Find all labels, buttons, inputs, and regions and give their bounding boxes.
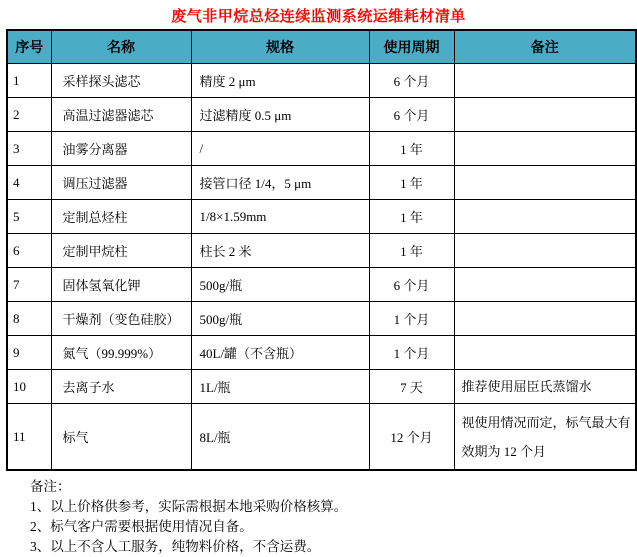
cell-no: 3	[7, 132, 51, 166]
table-row	[7, 166, 636, 200]
notes-section	[30, 477, 637, 557]
table-row	[7, 336, 636, 370]
cell-spec: 接管口径 1/4，5 μm	[191, 166, 369, 200]
cell-remark	[454, 200, 636, 234]
cell-name: 定制甲烷柱	[51, 234, 191, 268]
cell-remark	[454, 98, 636, 132]
cell-no: 5	[7, 200, 51, 234]
column-header-cycle: 使用周期	[369, 30, 454, 64]
cell-spec: 40L/罐（不含瓶）	[191, 336, 369, 370]
cell-name: 去离子水	[51, 370, 191, 404]
cell-name: 高温过滤器滤芯	[51, 98, 191, 132]
note-item: 1、以上价格供参考，实际需根据本地采购价格核算。	[30, 499, 348, 514]
table-row	[7, 64, 636, 98]
cell-name: 标气	[51, 404, 191, 471]
cell-spec: 柱长 2 米	[191, 234, 369, 268]
cell-no: 9	[7, 336, 51, 370]
cell-name: 氮气（99.999%）	[51, 336, 191, 370]
consumables-table	[6, 29, 637, 471]
table-row	[7, 370, 636, 404]
cell-name: 固体氢氧化钾	[51, 268, 191, 302]
cell-remark	[454, 132, 636, 166]
cell-cycle: 12 个月	[369, 404, 454, 471]
cell-name: 干燥剂（变色硅胶）	[51, 302, 191, 336]
cell-name: 采样探头滤芯	[51, 64, 191, 98]
notes-title: 备注：	[30, 479, 71, 494]
cell-spec: 精度 2 μm	[191, 64, 369, 98]
cell-no: 6	[7, 234, 51, 268]
cell-no: 2	[7, 98, 51, 132]
cell-cycle: 6 个月	[369, 64, 454, 98]
table-header-row	[7, 30, 636, 64]
table-row	[7, 268, 636, 302]
cell-name: 调压过滤器	[51, 166, 191, 200]
cell-no: 11	[7, 404, 51, 471]
cell-name: 油雾分离器	[51, 132, 191, 166]
cell-cycle: 1 年	[369, 166, 454, 200]
cell-remark	[454, 302, 636, 336]
page-title: 废气非甲烷总烃连续监测系统运维耗材清单	[171, 9, 466, 25]
cell-cycle: 7 天	[369, 370, 454, 404]
cell-spec: 500g/瓶	[191, 268, 369, 302]
cell-spec: 8L/瓶	[191, 404, 369, 471]
table-row	[7, 132, 636, 166]
cell-cycle: 6 个月	[369, 98, 454, 132]
cell-spec: 1L/瓶	[191, 370, 369, 404]
cell-no: 4	[7, 166, 51, 200]
column-header-remark: 备注	[454, 30, 636, 64]
cell-remark	[454, 268, 636, 302]
cell-spec: 500g/瓶	[191, 302, 369, 336]
note-item: 2、标气客户需要根据使用情况自备。	[30, 519, 253, 534]
table-row	[7, 234, 636, 268]
cell-no: 8	[7, 302, 51, 336]
cell-remark: 推荐使用屈臣氏蒸馏水	[454, 370, 636, 404]
table-row	[7, 98, 636, 132]
cell-cycle: 1 年	[369, 234, 454, 268]
cell-remark	[454, 234, 636, 268]
cell-remark	[454, 64, 636, 98]
cell-remark	[454, 336, 636, 370]
cell-cycle: 1 年	[369, 132, 454, 166]
column-header-name: 名称	[51, 30, 191, 64]
cell-cycle: 6 个月	[369, 268, 454, 302]
column-header-spec: 规格	[191, 30, 369, 64]
cell-remark: 视使用情况而定，标气最大有效期为 12 个月	[454, 404, 636, 471]
cell-no: 7	[7, 268, 51, 302]
cell-no: 10	[7, 370, 51, 404]
cell-no: 1	[7, 64, 51, 98]
cell-cycle: 1 年	[369, 200, 454, 234]
table-row	[7, 404, 636, 471]
table-row	[7, 200, 636, 234]
cell-spec: 过滤精度 0.5 μm	[191, 98, 369, 132]
cell-spec: /	[191, 132, 369, 166]
column-header-no: 序号	[7, 30, 51, 64]
cell-remark	[454, 166, 636, 200]
note-item: 3、以上不含人工服务，纯物料价格，不含运费。	[30, 539, 321, 554]
cell-cycle: 1 个月	[369, 302, 454, 336]
cell-spec: 1/8×1.59mm	[191, 200, 369, 234]
table-row	[7, 302, 636, 336]
cell-name: 定制总烃柱	[51, 200, 191, 234]
cell-cycle: 1 个月	[369, 336, 454, 370]
